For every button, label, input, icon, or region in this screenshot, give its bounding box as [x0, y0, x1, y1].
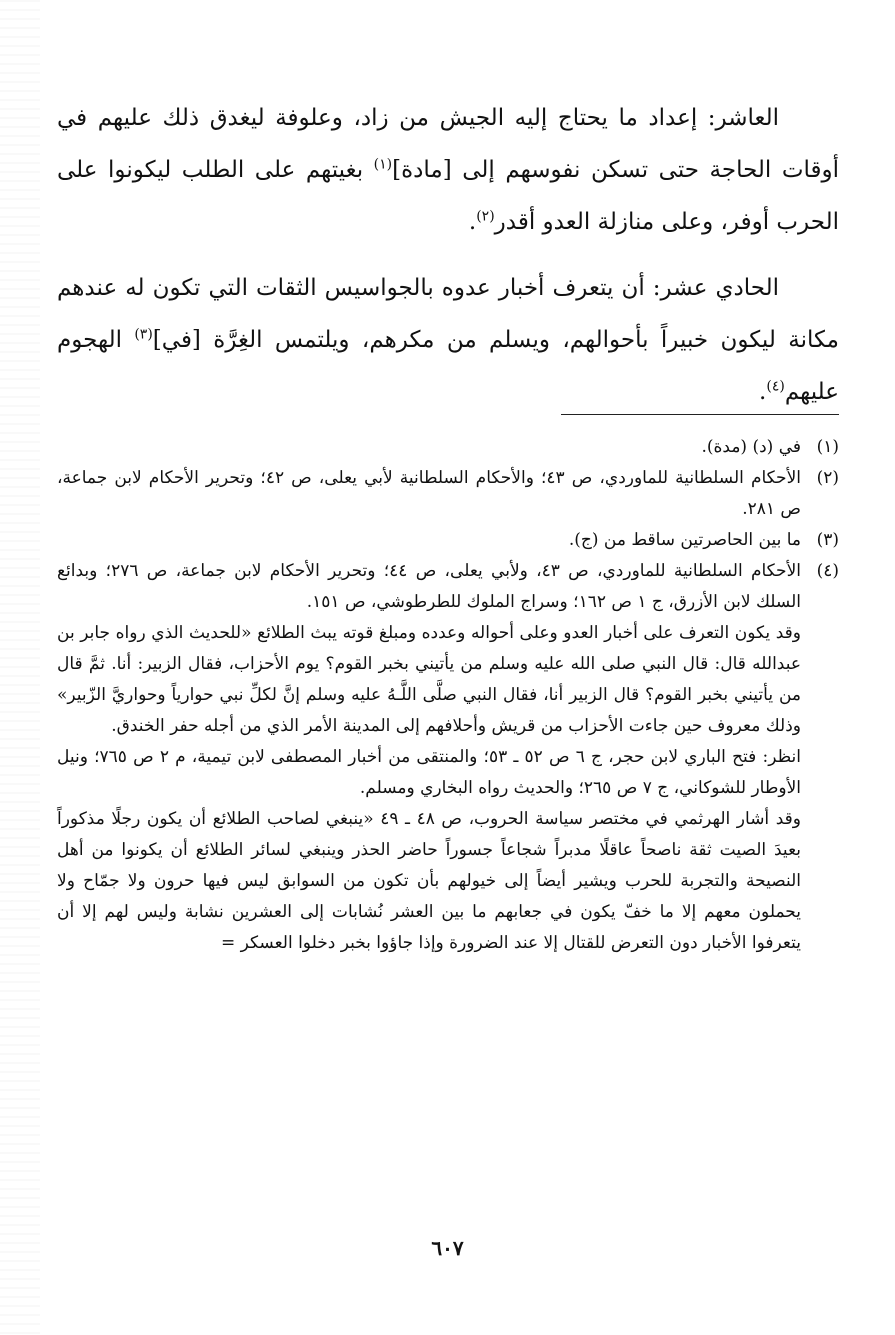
footnote-text: في (د) (مدة). — [701, 437, 801, 457]
footnote-text: وقد يكون التعرف على أخبار العدو وعلى أحواله وعدده ومبلغ قوته يبث الطلائع «للحديث الذي رواه جابر بن عبدالله قال: قال النبي صلى الله عليه وسلم من يأتيني بخبر القوم؟ يوم الأحزاب، فقال الزبير: أنا. ثمَّ قال من يأتيني بخبر القوم؟ قال الزبير أنا، فقال النبي صلَّى اللَّـهُ عليه وسلم إنَّ لكلِّ نبي حوارياً وحواريَّ الزّبير» وذلك معروف حين جاءت الأحزاب من قريش وأحلافهم إلى المدينة الأمر الذي من أجله حفر الخندق. — [57, 623, 801, 736]
footnote-text: انظر: فتح الباري لابن حجر، ج ٦ ص ٥٢ ـ ٥٣؛ والمنتقى من أخبار المصطفى لابن تيمية، م ٢ ص ٧٦٥؛ ونيل الأوطار للشوكاني، ج ٧ ص ٢٦٥؛ والحديث رواه البخاري ومسلم. — [57, 747, 801, 798]
footnote-ref-4[interactable]: (٤) — [766, 378, 785, 395]
page-number: ٦٠٧ — [431, 1236, 464, 1260]
paragraph-text: . — [468, 209, 477, 235]
paragraph-eleventh — [57, 262, 839, 418]
paragraph-text: العاشر: إعداد ما يحتاج إليه الجيش من زاد، وعلوفة ليغدق ذلك عليهم في أوقات الحاجة حتى تسكن نفوسهم إلى [مادة] — [57, 105, 840, 183]
footnote-number: (١) — [816, 437, 839, 457]
footnote-ref-2[interactable]: (٢) — [476, 208, 495, 225]
footnote-text: الأحكام السلطانية للماوردي، ص ٤٣؛ والأحكام السلطانية لأبي يعلى، ص ٤٢؛ وتحرير الأحكام لابن جماعة، ص ٢٨١. — [57, 468, 801, 519]
footnote-3 — [57, 525, 839, 556]
paragraph-text: الحادي عشر: أن يتعرف أخبار عدوه بالجواسيس الثقات التي تكون له عندهم مكانة ليكون خبيراً بأحوالهم، ويسلم من مكرهم، ويلتمس الغِرَّة [في] — [57, 275, 839, 353]
footnote-number: (٢) — [816, 468, 839, 488]
footnote-body — [57, 556, 801, 959]
paragraph-tenth — [57, 92, 839, 248]
footnote-body — [57, 463, 801, 525]
footnote-number: (٤) — [816, 561, 839, 581]
footnote-ref-3[interactable]: (٣) — [134, 326, 153, 343]
footnote-body — [57, 525, 801, 556]
paragraph-text: . — [759, 379, 767, 405]
paragraph-text: بغيتهم على الطلب ليكونوا على الحرب أوفر، وعلى منازلة العدو أقدر — [57, 157, 839, 235]
main-text — [57, 92, 839, 418]
paragraph-text: الهجوم عليهم — [57, 327, 839, 405]
footnote-divider — [561, 414, 839, 415]
footnote-1 — [57, 432, 839, 463]
footnote-4 — [57, 556, 839, 959]
footnote-ref-1[interactable]: (١) — [373, 156, 393, 173]
footnote-2 — [57, 463, 839, 525]
footnote-text: الأحكام السلطانية للماوردي، ص ٤٣، ولأبي يعلى، ص ٤٤؛ وتحرير الأحكام لابن جماعة، ص ٢٧٦؛ وبدائع السلك لابن الأزرق، ج ١ ص ١٦٢؛ وسراج الملوك للطرطوشي، ص ١٥١. — [57, 561, 801, 612]
footnotes — [57, 432, 839, 959]
scan-edge — [0, 0, 40, 1335]
footnote-number: (٣) — [816, 530, 839, 550]
footnote-text: ما بين الحاصرتين ساقط من (ج). — [568, 530, 801, 550]
footnote-body — [57, 432, 801, 463]
footnote-text: وقد أشار الهرثمي في مختصر سياسة الحروب، ص ٤٨ ـ ٤٩ «ينبغي لصاحب الطلائع أن يكون رجلًا مذكوراً بعيدَ الصيت ثقة ناصحاً عاقلًا مدبراً شجاعاً جسوراً حاضر الحذر وينبغي لسائر الطلائع أن يكونوا من أهل النصيحة والتجربة للحرب ويشير أيضاً إلى خيولهم بأن تكون من السوابق ليس فيها حرون ولا جمّاح ولا يحملون معهم إلا ما خفّ يكون في جعابهم ما بين العشر نُشابات إلى العشرين نشابة وليس لهم إلا أن يتعرفوا الأخبار دون التعرض للقتال إلا عند الضرورة وإذا جاؤوا بخبر دخلوا العسكر = — [57, 809, 801, 953]
